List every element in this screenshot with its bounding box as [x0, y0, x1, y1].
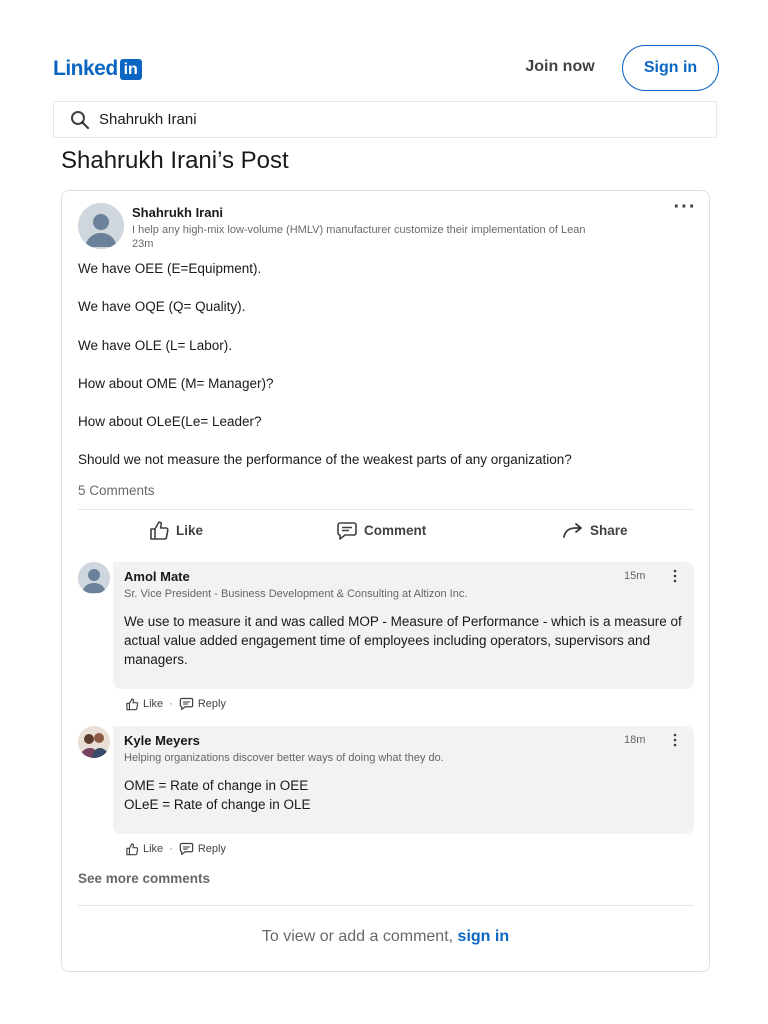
- join-now-link[interactable]: Join now: [525, 58, 595, 75]
- comment-signin-prompt: [62, 928, 709, 946]
- top-nav: [0, 0, 768, 100]
- commenter-avatar[interactable]: [78, 726, 110, 758]
- thumbs-up-icon: [125, 697, 139, 711]
- comment-reply-label: Reply: [197, 698, 226, 710]
- comment-like-label: Like: [143, 698, 164, 710]
- post-line: We have OEE (E=Equipment).: [78, 261, 262, 276]
- comment-actions: [125, 841, 226, 857]
- comment-button[interactable]: [336, 518, 426, 542]
- search-input[interactable]: Shahrukh Irani: [99, 111, 197, 128]
- sign-in-button[interactable]: Sign in: [622, 45, 719, 91]
- comment-reply-label: Reply: [197, 843, 226, 855]
- post-timestamp: 23m: [132, 238, 154, 250]
- comment-bubble: [113, 726, 694, 834]
- author-avatar[interactable]: [78, 203, 124, 249]
- post-content: [78, 261, 698, 491]
- post-line: We have OLE (L= Labor).: [78, 337, 232, 353]
- comment-like-button[interactable]: [125, 842, 163, 856]
- commenter-name[interactable]: Kyle Meyers: [124, 733, 200, 748]
- sign-in-link[interactable]: sign in: [457, 928, 510, 945]
- comment-reply-button[interactable]: [179, 842, 226, 856]
- share-button[interactable]: [562, 518, 628, 542]
- divider: [78, 509, 694, 510]
- comment-count[interactable]: 5 Comments: [78, 483, 155, 498]
- share-label: Share: [590, 522, 628, 538]
- post-line: Should we not measure the performance of the weakest parts of any organization?: [78, 452, 572, 468]
- author-headline: I help any high-mix low-volume (HMLV) manufacturer customize their implementation of Lean: [132, 224, 586, 236]
- comment-actions: [125, 696, 226, 712]
- post-card: [61, 190, 710, 972]
- comment-icon: [336, 519, 358, 541]
- like-button[interactable]: [148, 518, 203, 542]
- post-line: How about OME (M= Manager)?: [78, 375, 274, 391]
- commenter-name[interactable]: Amol Mate: [124, 569, 190, 584]
- more-vertical-icon[interactable]: [671, 568, 679, 584]
- more-vertical-icon[interactable]: [671, 732, 679, 748]
- share-arrow-icon: [562, 519, 584, 541]
- reply-icon: [179, 842, 194, 856]
- search-icon: [70, 110, 90, 130]
- search-bar[interactable]: [53, 101, 717, 138]
- commenter-headline: Helping organizations discover better ways of doing what they do.: [124, 752, 444, 764]
- thumbs-up-icon: [125, 842, 139, 856]
- comment-text-line: OLeE = Rate of change in OLE: [124, 797, 311, 812]
- thumbs-up-icon: [148, 519, 170, 541]
- comment-label: Comment: [364, 522, 427, 538]
- comment-bubble: [113, 562, 694, 689]
- commenter-avatar[interactable]: [78, 562, 110, 594]
- page-title: Shahrukh Irani’s Post: [61, 147, 289, 174]
- post-line: We have OQE (Q= Quality).: [78, 299, 246, 315]
- signin-prompt-text: To view or add a comment,: [261, 928, 454, 945]
- logo-wordmark: Linked: [53, 57, 118, 80]
- comment-text: [124, 776, 684, 814]
- divider: [78, 905, 694, 906]
- comment-reply-button[interactable]: [179, 697, 226, 711]
- comment-like-label: Like: [143, 843, 164, 855]
- commenter-headline: Sr. Vice President - Business Development & Consulting at Altizon Inc.: [124, 588, 468, 600]
- see-more-comments-link[interactable]: See more comments: [78, 871, 211, 886]
- linkedin-logo[interactable]: [53, 58, 142, 80]
- reply-icon: [179, 697, 194, 711]
- author-name[interactable]: Shahrukh Irani: [132, 205, 224, 220]
- comment-timestamp: 15m: [624, 570, 646, 582]
- separator-dot: ·: [169, 698, 173, 710]
- comment-timestamp: 18m: [624, 734, 646, 746]
- comment-like-button[interactable]: [125, 697, 163, 711]
- more-horizontal-icon[interactable]: ···: [673, 196, 697, 218]
- separator-dot: ·: [169, 843, 173, 855]
- logo-in-box: in: [120, 59, 142, 80]
- comment-text-line: OME = Rate of change in OEE: [124, 778, 309, 793]
- post-line: How about OLeE(Le= Leader?: [78, 414, 262, 430]
- like-label: Like: [176, 522, 204, 538]
- comment-text: We use to measure it and was called MOP - Measure of Performance - which is a measure of actual value added engagement time of employees including operators, supervisors and managers.: [124, 614, 682, 667]
